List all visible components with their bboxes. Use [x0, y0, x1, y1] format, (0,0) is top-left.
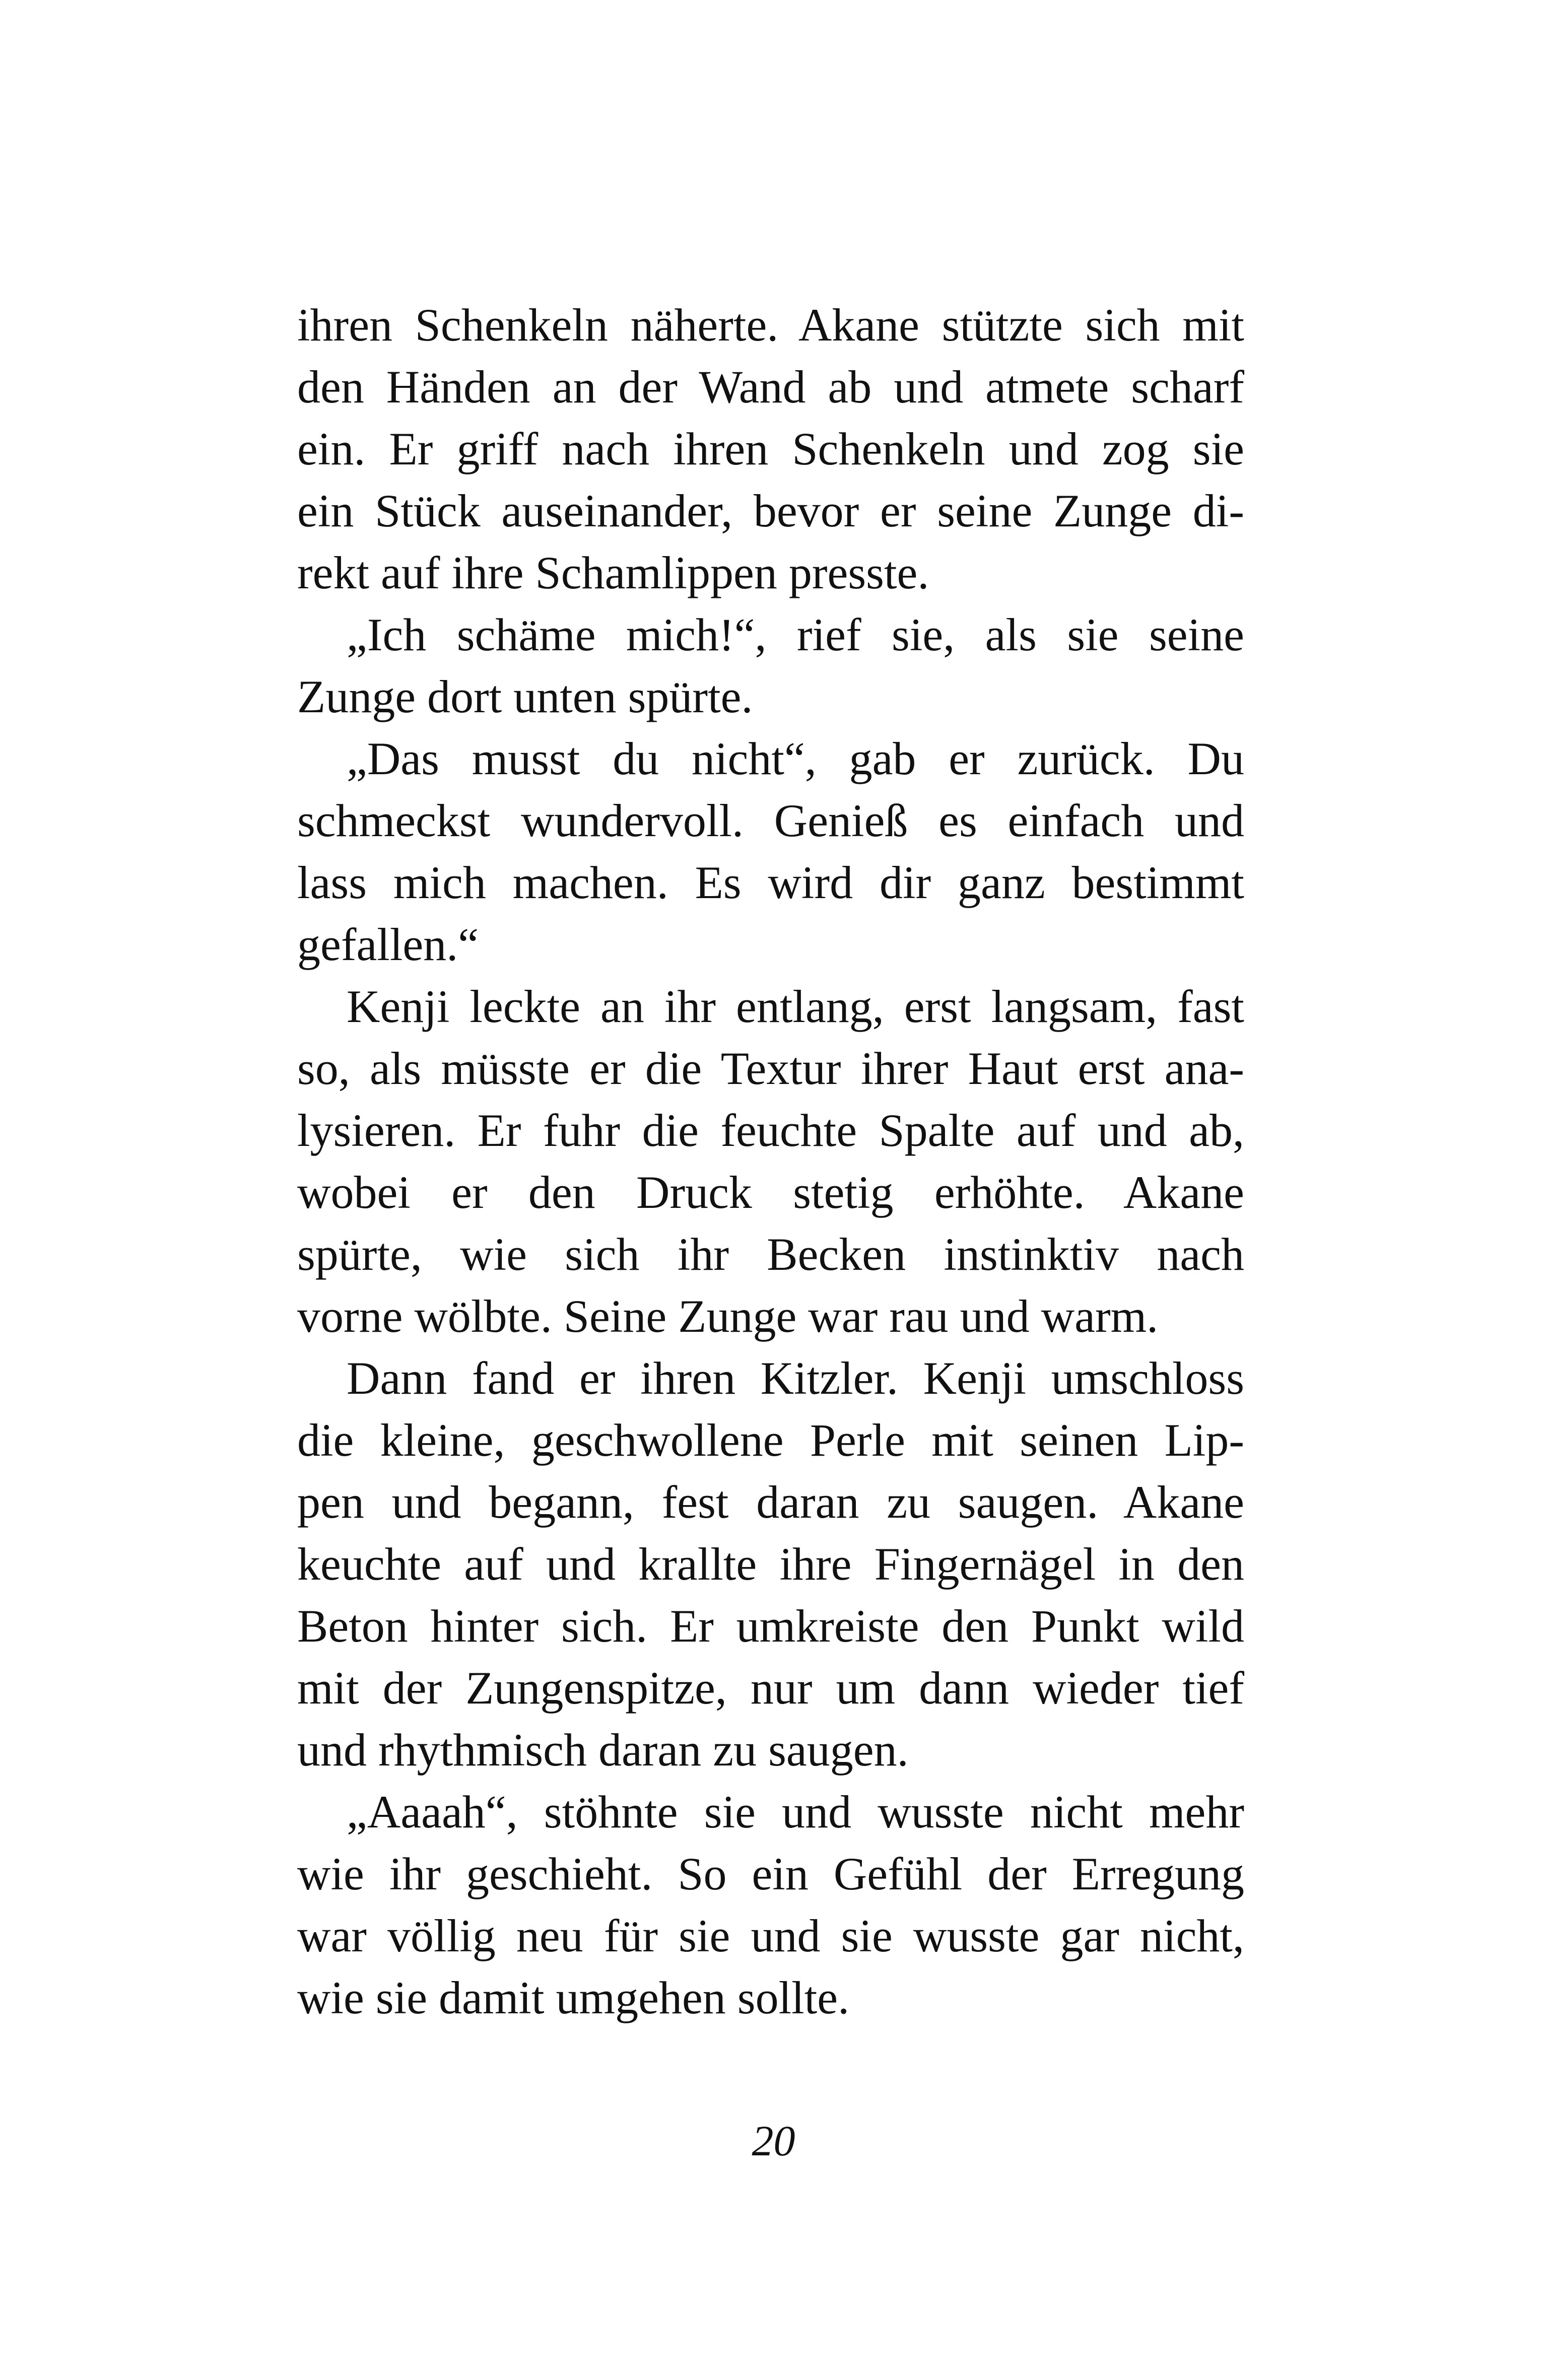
text-line: wobei er den Druck stetig erhöhte. Akane	[297, 1167, 1244, 1218]
text-line: Kenji leckte an ihr entlang, erst langsam, fast	[347, 981, 1244, 1032]
text-line: und rhythmisch daran zu saugen.	[297, 1724, 909, 1776]
text-line: wie sie damit umgehen sollte.	[297, 1972, 850, 2023]
page-number: 20	[752, 2117, 795, 2165]
text-line: den Händen an der Wand ab und atmete scharf	[297, 361, 1244, 413]
text-line: ihren Schenkeln näherte. Akane stützte sich mit	[297, 299, 1244, 351]
text-line: gefallen.“	[297, 919, 479, 970]
text-line: Dann fand er ihren Kitzler. Kenji umschloss	[347, 1352, 1244, 1404]
text-line: spürte, wie sich ihr Becken instinktiv nach	[297, 1229, 1244, 1280]
text-line: Beton hinter sich. Er umkreiste den Punkt wild	[297, 1600, 1244, 1652]
text-line: ein. Er griff nach ihren Schenkeln und zog sie	[297, 423, 1244, 474]
body-text	[297, 294, 1244, 2029]
text-line: wie ihr geschieht. So ein Gefühl der Erregung	[297, 1848, 1244, 1899]
text-line: vorne wölbte. Seine Zunge war rau und warm.	[297, 1290, 1159, 1342]
text-line: „Aaaah“, stöhnte sie und wusste nicht mehr	[347, 1786, 1244, 1838]
text-line: Zunge dort unten spürte.	[297, 671, 753, 722]
text-line: „Das musst du nicht“, gab er zurück. Du	[347, 733, 1244, 784]
text-line: ein Stück auseinander, bevor er seine Zunge di-	[297, 485, 1244, 536]
text-line: lysieren. Er fuhr die feuchte Spalte auf und ab,	[297, 1105, 1244, 1156]
text-line: war völlig neu für sie und sie wusste gar nicht,	[297, 1910, 1244, 1961]
text-line: schmeckst wundervoll. Genieß es einfach und	[297, 795, 1244, 846]
text-line: keuchte auf und krallte ihre Fingernägel in den	[297, 1538, 1244, 1590]
text-line: mit der Zungenspitze, nur um dann wieder tief	[297, 1662, 1244, 1714]
text-line: „Ich schäme mich!“, rief sie, als sie seine	[347, 609, 1244, 660]
text-line: rekt auf ihre Schamlippen presste.	[297, 547, 929, 598]
text-line: lass mich machen. Es wird dir ganz bestimmt	[297, 857, 1244, 908]
text-line: so, als müsste er die Textur ihrer Haut erst ana-	[297, 1043, 1244, 1094]
text-line: die kleine, geschwollene Perle mit seinen Lip-	[297, 1414, 1244, 1466]
text-line: pen und begann, fest daran zu saugen. Akane	[297, 1476, 1244, 1528]
